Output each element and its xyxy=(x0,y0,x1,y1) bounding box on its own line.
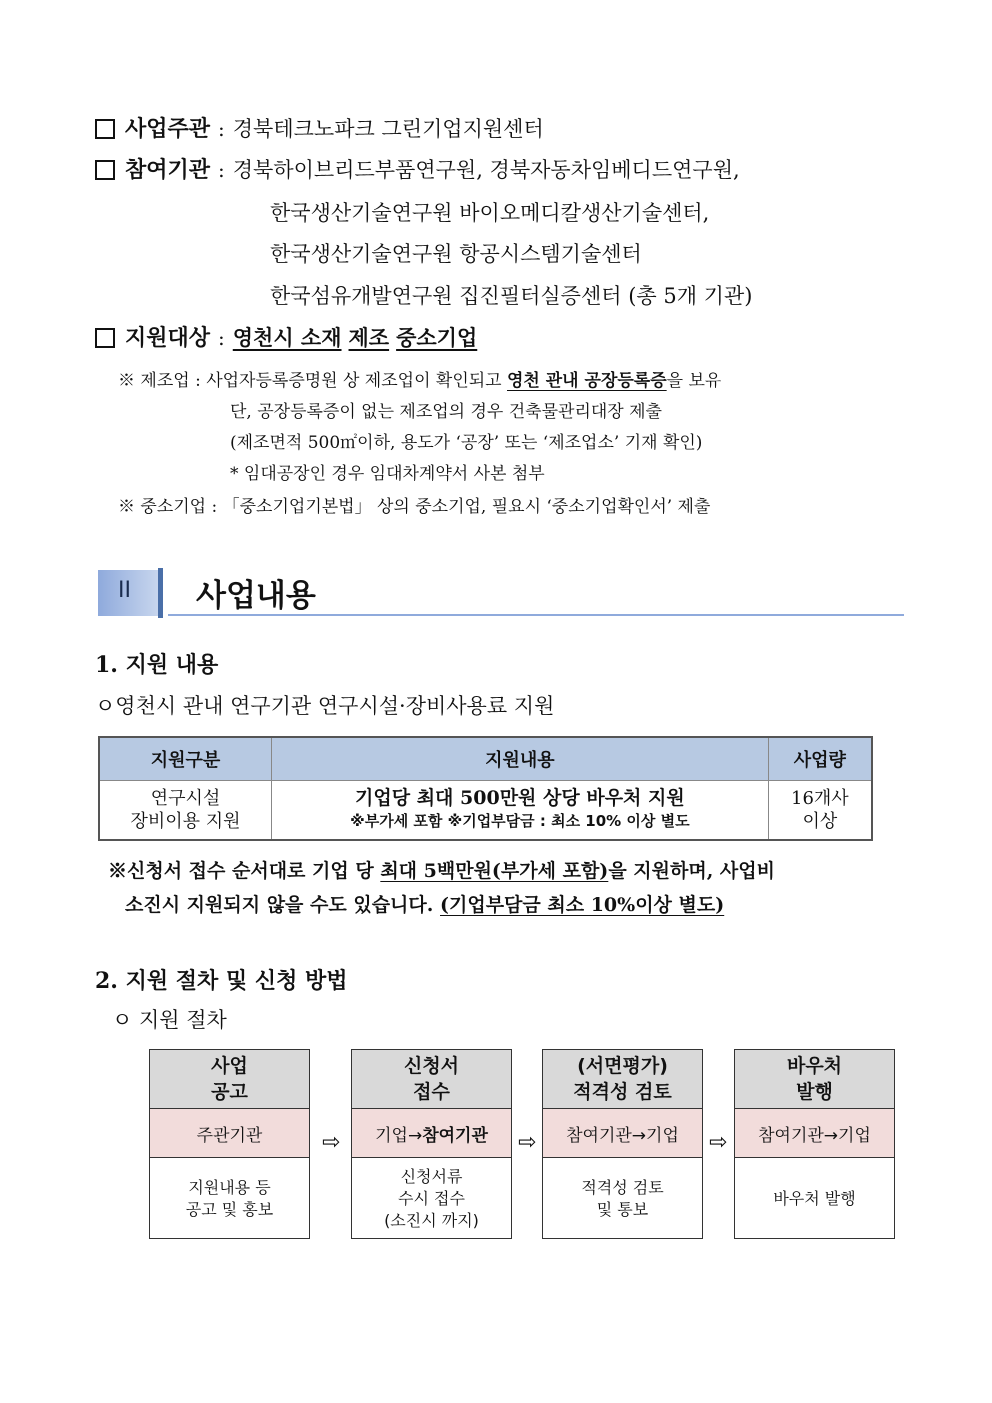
support-table xyxy=(98,736,873,841)
title-text: 발행 xyxy=(796,1081,833,1103)
table-header-row xyxy=(99,737,872,781)
note-manufacturing-1 xyxy=(118,366,721,391)
support-bullet: ㅇ영천시 관내 연구기관 연구시설·장비사용료 지원 xyxy=(95,694,555,718)
cell-text: 16개사 xyxy=(791,788,849,809)
flow-step-desc xyxy=(150,1158,309,1240)
target-row: 지원대상 : 영천시 소재 제조 중소기업 xyxy=(95,323,477,353)
desc-text: 및 통보 xyxy=(596,1200,649,1219)
flow-step-desc xyxy=(735,1158,894,1240)
table-header: 사업량 xyxy=(768,737,872,781)
title-text: (서면평가) xyxy=(577,1055,668,1077)
title-text: 적격성 검토 xyxy=(573,1081,672,1103)
table-header: 지원구분 xyxy=(99,737,272,781)
desc-text: 수시 접수 xyxy=(398,1189,465,1208)
note-text: 을 보유 xyxy=(666,371,722,391)
actor-text: 기업→ xyxy=(375,1125,423,1146)
title-text: 접수 xyxy=(413,1081,450,1103)
checkbox-icon xyxy=(95,328,115,348)
flow-step-actor: 주관기관 xyxy=(150,1109,309,1158)
actor-emphasis: 참여기관 xyxy=(422,1125,488,1146)
flow-step-title xyxy=(150,1050,309,1109)
target-value-type: 제조 xyxy=(348,325,390,350)
flow-step-title xyxy=(735,1050,894,1109)
notice-emphasis: 최대 5백만원(부가세 포함) xyxy=(380,860,609,882)
checkbox-icon xyxy=(95,160,115,180)
note-manufacturing-2: 단, 공장등록증이 없는 제조업의 경우 건축물관리대장 제출 xyxy=(230,402,662,422)
cell-text: 장비이용 지원 xyxy=(130,811,241,832)
note-sme: ※ 중소기업 : 「중소기업기본법」 상의 중소기업, 필요시 ‘중소기업확인서’ 제출 xyxy=(118,497,711,517)
flow-step-title xyxy=(543,1050,702,1109)
title-text: 사업 xyxy=(211,1055,248,1077)
desc-text: 지원내용 등 xyxy=(188,1178,271,1197)
desc-text: 공고 및 홍보 xyxy=(185,1200,274,1219)
organizer-value: 경북테크노파크 그린기업지원센터 xyxy=(232,117,544,141)
notice-text: 을 지원하며, 사업비 xyxy=(608,860,775,882)
checkbox-icon xyxy=(95,119,115,139)
participants-row: 참여기관 : 경북하이브리드부품연구원, 경북자동차임베디드연구원, xyxy=(95,155,740,185)
flow-step-actor xyxy=(352,1109,511,1158)
arrow-right-icon: ⇨ xyxy=(709,1130,728,1155)
note-manufacturing-3: (제조면적 500㎡이하, 용도가 ‘공장’ 또는 ‘제조업소’ 기재 확인) xyxy=(230,433,703,453)
cell-text: 기업당 최대 500만원 상당 바우처 지원 xyxy=(355,787,685,809)
support-notice-2 xyxy=(125,890,724,917)
participants-line-2: 한국생산기술연구원 바이오메디칼생산기술센터, xyxy=(270,201,710,225)
flow-step-actor: 참여기관→기업 xyxy=(543,1109,702,1158)
table-cell-content xyxy=(272,781,769,841)
cell-text: 연구시설 xyxy=(150,788,221,809)
note-manufacturing-4: * 임대공장인 경우 임대차계약서 사본 첨부 xyxy=(230,464,545,484)
notice-text: 소진시 지원되지 않을 수도 있습니다. xyxy=(125,894,440,916)
flow-step-desc xyxy=(352,1158,511,1240)
participants-line-3: 한국생산기술연구원 항공시스템기술센터 xyxy=(270,242,642,266)
desc-text: 바우처 발행 xyxy=(773,1189,856,1208)
table-cell-amount xyxy=(768,781,872,841)
procedure-heading: 2. 지원 절차 및 신청 방법 xyxy=(95,968,348,994)
notice-text: ※신청서 접수 순서대로 기업 당 xyxy=(108,860,381,882)
cell-text: ※부가세 포함 ※기업부담금 : 최소 10% 이상 별도 xyxy=(350,812,690,830)
flow-step-title xyxy=(352,1050,511,1109)
flow-step-review xyxy=(542,1049,703,1239)
organizer-label: 사업주관 xyxy=(125,116,211,142)
section-title: 사업내용 xyxy=(196,578,316,614)
flow-step-voucher xyxy=(734,1049,895,1239)
flow-step-desc xyxy=(543,1158,702,1240)
section-divider-bar xyxy=(158,568,163,618)
cell-text: 이상 xyxy=(802,811,838,832)
table-header: 지원내용 xyxy=(272,737,769,781)
procedure-bullet: ㅇ 지원 절차 xyxy=(112,1008,227,1032)
arrow-right-icon: ⇨ xyxy=(322,1130,341,1155)
flow-step-announcement xyxy=(149,1049,310,1239)
title-text: 공고 xyxy=(211,1081,248,1103)
title-text: 신청서 xyxy=(403,1055,460,1077)
note-emphasis: 영천 관내 공장등록증 xyxy=(507,371,667,391)
support-notice-1 xyxy=(108,856,775,883)
arrow-right-icon: ⇨ xyxy=(518,1130,537,1155)
table-cell-category xyxy=(99,781,272,841)
support-heading: 1. 지원 내용 xyxy=(95,652,219,678)
flow-step-actor: 참여기관→기업 xyxy=(735,1109,894,1158)
table-row xyxy=(99,781,872,841)
desc-text: 신청서류 xyxy=(400,1167,463,1186)
target-value-region: 영천시 소재 xyxy=(232,325,342,350)
organizer-row: 사업주관 : 경북테크노파크 그린기업지원센터 xyxy=(95,114,544,144)
notice-emphasis: (기업부담금 최소 10%이상 별도) xyxy=(440,894,725,916)
participants-label: 참여기관 xyxy=(125,157,211,183)
title-text: 바우처 xyxy=(786,1055,843,1077)
flow-step-application xyxy=(351,1049,512,1239)
desc-text: 적격성 검토 xyxy=(581,1178,664,1197)
section-underline xyxy=(168,614,904,616)
note-text: ※ 제조업 : 사업자등록증명원 상 제조업이 확인되고 xyxy=(118,371,507,391)
participants-line-4: 한국섬유개발연구원 집진필터실증센터 (총 5개 기관) xyxy=(270,284,753,308)
target-label: 지원대상 xyxy=(125,325,211,351)
desc-text: (소진시 까지) xyxy=(384,1211,479,1230)
participants-line-1: 경북하이브리드부품연구원, 경북자동차임베디드연구원, xyxy=(232,158,740,182)
section-number: II xyxy=(118,578,131,603)
target-value-size: 중소기업 xyxy=(396,325,478,350)
